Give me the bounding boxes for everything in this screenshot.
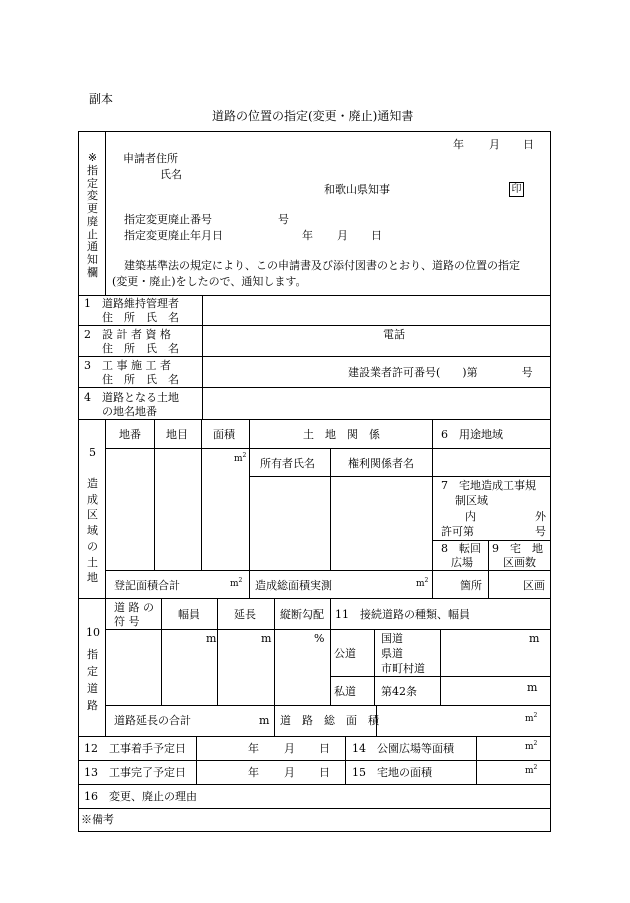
rights-holder-label: 権利関係者名 [348,457,414,470]
start-date-label: 12 工事着手予定日 [84,742,186,755]
permit-unit: 号 [535,525,546,538]
row3-label-line1: 3 工 事 施 工 者 [84,359,171,372]
reg-area-unit: $m^2$ [230,577,243,589]
row2-label-line1: 2 設 計 者 資 格 [84,328,171,341]
finish-month: 月 [284,766,295,779]
reason-label: 16 変更、廃止の理由 [84,790,197,803]
number-unit: 号 [278,213,289,226]
plaza-area-unit: $m^2$ [525,740,538,752]
finish-day: 日 [319,766,330,779]
public-width-unit: m [529,632,540,645]
road-symbol-line2: 符 号 [114,615,140,628]
row3-label-line2: 住 所 氏 名 [102,373,179,386]
lots-line2: 区画数 [503,556,536,569]
width-label: 幅員 [178,608,200,621]
turn-plaza-line2: 広場 [451,556,473,569]
municipal-road-label: 市町村道 [381,662,425,675]
number-label: 指定変更廃止番号 [124,213,212,226]
inner-label: 内 [465,510,476,523]
notice-year: 年 [302,229,313,242]
lots-unit-label: 区画 [523,579,545,592]
dev-area-unit: $m^2$ [416,577,429,589]
governor-label: 和歌山県知事 [324,183,390,196]
row3-license-label: 建設業者許可番号( )第 号 [348,366,533,379]
col-chiban: 地番 [119,428,141,441]
row2-label-line2: 住 所 氏 名 [102,342,179,355]
dev-zone-line1: 7 宅地造成工事規 [441,479,536,492]
permit-label: 許可第 [441,525,474,538]
total-area-unit: $m^2$ [525,712,538,724]
notice-date-month: 月 [489,138,500,151]
row4-label-line2: の地名地番 [102,405,157,418]
row1-label-line1: 1 道路維持管理者 [84,297,179,310]
remarks-label: ※備考 [81,813,114,826]
slope-label: 縦断勾配 [280,608,324,621]
plaza-area-label: 14 公園広場等面積 [352,742,454,755]
dev-area-total: 造成総面積実測 [255,579,332,592]
row2-phone-label: 電話 [383,328,405,341]
finish-date-label: 13 工事完了予定日 [84,766,186,779]
connect-road-label: 11 接続道路の種類、幅員 [335,608,470,621]
use-zone-label: 6 用途地域 [441,428,503,441]
lots-line1: 9 宅 地 [492,542,543,555]
total-length-label: 道路延長の合計 [114,714,191,727]
width-unit: m [206,632,217,645]
art42-label: 第42条 [381,685,417,698]
notice-month: 月 [337,229,348,242]
applicant-address-label: 申請者住所 [123,152,178,165]
start-month: 月 [284,742,295,755]
notice-side-label: ※ 指 定 変 更 廃 止 通 知 欄 [87,151,98,279]
road-symbol-line1: 道 路 の [114,601,154,614]
notice-date-year: 年 [453,138,464,151]
turn-plaza-line1: 8 転回 [441,542,481,555]
start-year: 年 [248,742,259,755]
section5-side-label: 造 成 区 域 の 土 地 [87,477,98,585]
lot-area-label: 15 宅地の面積 [352,766,432,779]
prefectural-road-label: 県道 [381,647,403,660]
applicant-name-label: 氏名 [160,168,182,181]
col-chimoku: 地目 [166,428,188,441]
places-label: 箇所 [460,579,482,592]
section10-number: 10 [86,626,100,639]
private-road-label: 私道 [334,685,356,698]
outer-label: 外 [535,510,546,523]
notice-body-line2: (変更・廃止)をしたので、通知します。 [112,275,307,288]
reg-area-total: 登記面積合計 [114,579,180,592]
notice-body-line1: 建築基準法の規定により、この申請書及び添付図書のとおり、道路の位置の指定 [124,259,520,272]
owner-label: 所有者氏名 [260,457,315,470]
public-road-label: 公道 [334,647,356,660]
section5-number: 5 [89,446,96,459]
seal-mark: 印 [509,182,524,197]
length-unit: m [261,632,272,645]
total-area-label: 道 路 総 面 積 [280,714,379,727]
copy-label: 副本 [89,92,114,106]
col-tochi-kankei: 土 地 関 係 [303,428,380,441]
length-label: 延長 [234,608,256,621]
national-road-label: 国道 [381,632,403,645]
lot-area-unit: $m^2$ [525,764,538,776]
start-day: 日 [319,742,330,755]
row1-label-line2: 住 所 氏 名 [102,311,179,324]
total-length-unit: m [259,714,270,727]
section10-side-label: 指 定 道 路 [87,648,98,713]
slope-unit: % [314,632,325,645]
notice-date-day: 日 [523,138,534,151]
private-width-unit: m [527,681,538,694]
page-title: 道路の位置の指定(変更・廃止)通知書 [212,109,414,123]
dev-zone-line2: 制区域 [455,494,488,507]
finish-year: 年 [248,766,259,779]
date-label: 指定変更廃止年月日 [124,229,223,242]
row4-label-line1: 4 道路となる土地 [84,391,179,404]
col-menseki: 面積 [213,428,235,441]
notice-day: 日 [371,229,382,242]
area-unit: $m^2$ [234,452,247,464]
